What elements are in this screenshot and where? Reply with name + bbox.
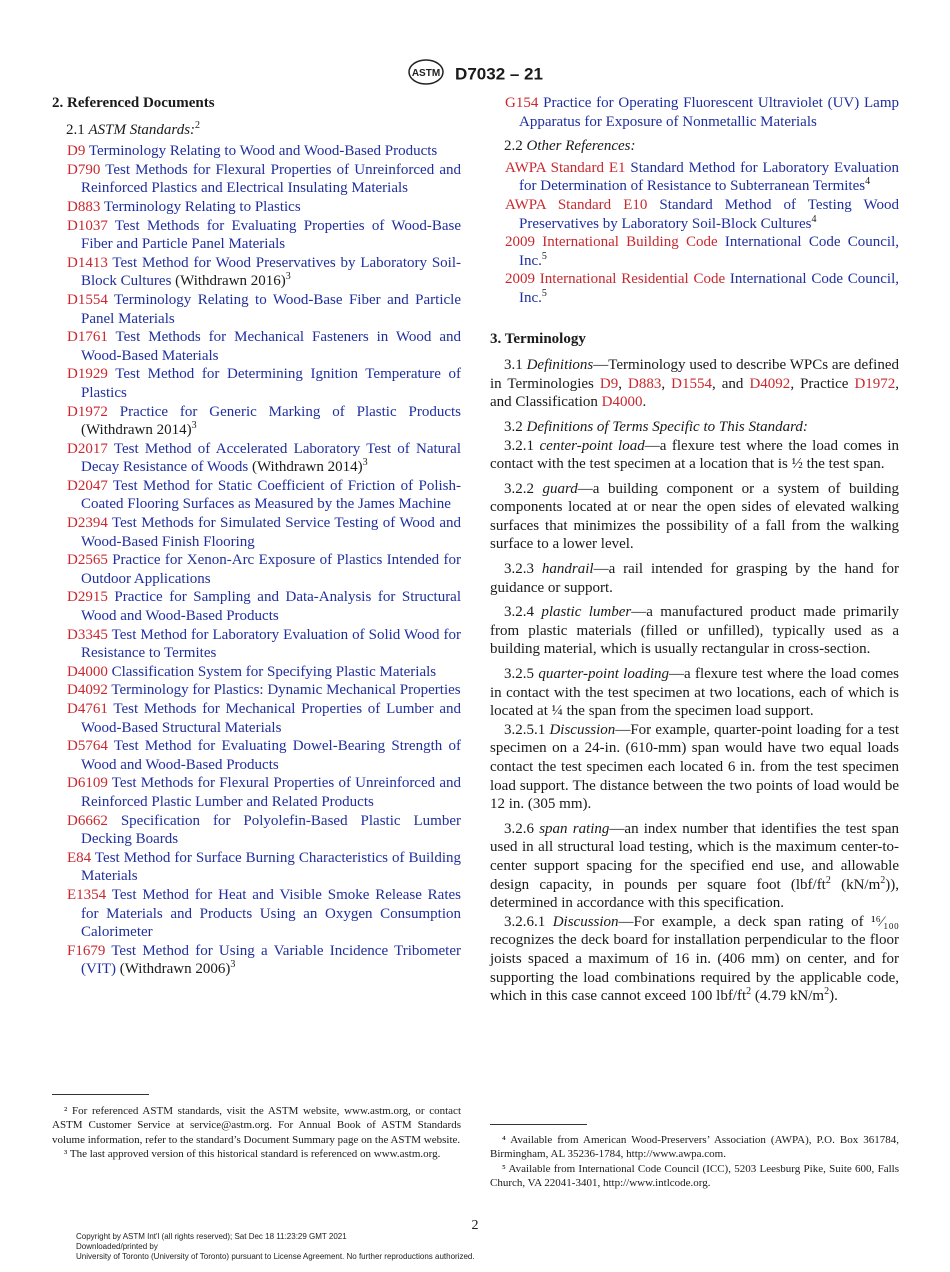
reference-title-link[interactable]: Test Method for Laboratory Evaluation of Solid Wood for Resistance to Termites bbox=[81, 626, 461, 662]
link-d4092[interactable]: D4092 bbox=[749, 375, 791, 392]
reference-title-link[interactable]: Test Method for Static Coefficient of Friction of Polish-Coated Flooring Surfaces as Measured by the James Machine bbox=[81, 477, 461, 513]
withdrawn-note: (Withdrawn 2014) bbox=[251, 459, 363, 476]
reference-code-link[interactable]: E84 bbox=[67, 849, 92, 866]
reference-title-link[interactable]: Terminology Relating to Wood-Base Fiber and Particle Panel Materials bbox=[81, 291, 461, 327]
reference-title-link[interactable]: International Code Council, Inc. bbox=[519, 271, 900, 306]
reference-title-link[interactable]: Practice for Operating Fluorescent Ultraviolet (UV) Lamp Apparatus for Exposure of Nonmetallic Materials bbox=[519, 95, 900, 130]
link-d4000[interactable]: D4000 bbox=[601, 394, 643, 411]
reference-title-link[interactable]: Practice for Xenon-Arc Exposure of Plastics Intended for Outdoor Applications bbox=[81, 552, 462, 587]
discussion-quarter-point: 3.2.5.1 Discussion—For example, quarter-point loading for a test specimen on a 24-in. (610-mm) span would have two equal loads contact the test specimen each located 6 in. from the test specimen load support. The distance between the two points of load would be 12 in. (305 mm). bbox=[490, 721, 899, 813]
reference-item bbox=[52, 700, 461, 737]
reference-code-link[interactable]: D1554 bbox=[67, 291, 108, 308]
reference-code-link[interactable]: D2565 bbox=[67, 552, 108, 569]
reference-title-link[interactable]: Terminology Relating to Wood and Wood-Based Products bbox=[88, 143, 438, 160]
definitions-paragraph: 3.1 Definitions—Terminology used to describe WPCs are defined in Terminologies D9, D883, D1554, and D4092, Practice D1972, and Classification D4000. bbox=[490, 357, 900, 411]
reference-code-link[interactable]: AWPA Standard E10 bbox=[505, 196, 648, 213]
footnote-marker: 4 bbox=[865, 176, 871, 188]
discussion-span-rating: 3.2.6.1 Discussion—For example, a deck span rating of ¹⁶⁄₁₀₀ recognizes the deck board for installation perpendicular to the floor joists spaced a maximum of 16 in. (406 mm) on center, and for supporting the load combinations required by the applicable code, which in this case cannot exceed 100 lbf/$ft^2$ (4.79 $kN/m^2$). bbox=[490, 913, 899, 1005]
link-d1972[interactable]: D1972 bbox=[854, 375, 896, 392]
reference-title-link[interactable]: Standard Method of Testing Wood Preservatives by Laboratory Soil-Block Cultures bbox=[519, 196, 899, 232]
reference-title-link[interactable]: Test Methods for Mechanical Fasteners in Wood and Wood-Based Materials bbox=[81, 329, 461, 364]
reference-code-link[interactable]: AWPA Standard E1 bbox=[505, 159, 626, 176]
reference-title-link[interactable]: Specification for Polyolefin-Based Plastic Lumber Decking Boards bbox=[81, 812, 461, 848]
footer-line-1: Copyright by ASTM Int'l (all rights reserved); Sat Dec 18 11:23:29 GMT 2021 bbox=[76, 1232, 347, 1241]
reference-item bbox=[52, 254, 461, 291]
reference-item bbox=[52, 551, 461, 588]
term-quarter-point-loading: 3.2.5 quarter-point loading—a flexure test where the load comes in contact with the test specimen at two locations, each of which is located at ¼ the span from the specimen load support. bbox=[490, 666, 900, 720]
reference-item bbox=[52, 477, 461, 514]
astm-logo-icon bbox=[407, 58, 445, 91]
reference-item bbox=[52, 142, 461, 161]
copyright-footer bbox=[76, 1232, 475, 1262]
footnote-marker: 3 bbox=[191, 420, 197, 432]
reference-code-link[interactable]: D5764 bbox=[67, 738, 108, 755]
withdrawn-note: (Withdrawn 2006) bbox=[119, 961, 231, 978]
footnote-2: ² For referenced ASTM standards, visit the ASTM website, www.astm.org, or contact ASTM Customer Service at service@astm.org. For Annual Book of ASTM Standards volume information, refer to the standard’s Document Summary page on the ASTM website. bbox=[52, 1105, 461, 1146]
reference-item bbox=[490, 94, 899, 131]
footnotes-right bbox=[490, 1133, 899, 1191]
reference-code-link[interactable]: 2009 International Residential Code bbox=[505, 271, 726, 288]
withdrawn-note: (Withdrawn 2016) bbox=[175, 273, 286, 290]
reference-title-link[interactable]: Classification System for Specifying Plastic Materials bbox=[111, 663, 437, 680]
reference-title-link[interactable]: Test Methods for Simulated Service Testing of Wood and Wood-Based Finish Flooring bbox=[81, 515, 461, 550]
astm-standards-label: 2.1 ASTM Standards:$^2$ bbox=[66, 119, 201, 138]
reference-code-link[interactable]: D2394 bbox=[67, 515, 108, 532]
reference-title-link[interactable]: Test Method for Wood Preservatives by Laboratory Soil-Block Cultures bbox=[81, 254, 461, 290]
footnote-marker: 3 bbox=[362, 457, 368, 469]
reference-title-link[interactable]: Test Methods for Flexural Properties of Unreinforced and Reinforced Plastics and Electrical Insulating Materials bbox=[81, 161, 462, 197]
reference-title-link[interactable]: Test Method for Evaluating Dowel-Bearing Strength of Wood and Wood-Based Products bbox=[81, 738, 461, 773]
other-references-label: 2.2 Other References: bbox=[504, 138, 636, 155]
reference-title-link[interactable]: Test Methods for Flexural Properties of Unreinforced and Reinforced Plastic Lumber and Related Products bbox=[81, 775, 462, 810]
reference-item bbox=[490, 270, 899, 307]
page-number: 2 bbox=[471, 1218, 479, 1233]
term-guard: 3.2.2 guard—a building component or a system of building components located at or near the open sides of elevated walking surfaces that minimizes the possibility of a fall from the walking surface to a lower level. bbox=[490, 480, 899, 553]
reference-code-link[interactable]: G154 bbox=[505, 95, 539, 111]
reference-code-link[interactable]: D9 bbox=[67, 143, 86, 160]
link-d1554[interactable]: D1554 bbox=[671, 375, 712, 392]
reference-item bbox=[52, 328, 461, 365]
reference-item bbox=[52, 626, 461, 663]
reference-code-link[interactable]: D6109 bbox=[67, 775, 108, 792]
reference-title-link[interactable]: Test Method of Accelerated Laboratory Test of Natural Decay Resistance of Woods bbox=[81, 440, 461, 476]
reference-title-link[interactable]: Test Method for Determining Ignition Temperature of Plastics bbox=[81, 366, 461, 401]
reference-item bbox=[52, 514, 461, 551]
reference-item bbox=[52, 942, 461, 979]
reference-item bbox=[52, 812, 461, 849]
footer-line-3: University of Toronto (University of Toronto) pursuant to License Agreement. No further reproductions authorized. bbox=[76, 1252, 475, 1261]
reference-code-link[interactable]: D1929 bbox=[67, 366, 108, 383]
reference-item bbox=[52, 440, 461, 477]
withdrawn-note: (Withdrawn 2014) bbox=[81, 422, 192, 439]
reference-code-link[interactable]: D4761 bbox=[67, 701, 108, 717]
reference-code-link[interactable]: D2915 bbox=[67, 589, 108, 606]
footer-line-2: Downloaded/printed by bbox=[76, 1242, 158, 1251]
reference-item bbox=[490, 196, 899, 233]
footnote-marker: 3 bbox=[285, 271, 291, 283]
reference-item bbox=[52, 886, 461, 942]
reference-code-link[interactable]: E1354 bbox=[67, 886, 107, 903]
reference-code-link[interactable]: D1972 bbox=[67, 403, 108, 420]
reference-item bbox=[52, 217, 461, 254]
reference-list-continued bbox=[490, 94, 899, 131]
term-plastic-lumber: 3.2.4 plastic lumber—a manufactured product made primarily from plastic materials (filled or unfilled), typically used as a building material, which is usually rectangular in cross-section. bbox=[490, 604, 899, 658]
reference-code-link[interactable]: D4092 bbox=[67, 682, 108, 699]
term-handrail: 3.2.3 handrail—a rail intended for grasping by the hand for guidance or support. bbox=[490, 561, 900, 596]
reference-code-link[interactable]: D1037 bbox=[67, 217, 108, 234]
footnotes-left bbox=[52, 1104, 461, 1162]
reference-item bbox=[52, 198, 461, 217]
footnote-5: ⁵ Available from International Code Council (ICC), 5203 Leesburg Pike, Suite 600, Falls Church, VA 22041-3401, http://www.intlcode.org. bbox=[490, 1162, 899, 1190]
reference-title-link[interactable]: Test Methods for Mechanical Properties of Lumber and Wood-Based Structural Materials bbox=[81, 701, 461, 736]
reference-item bbox=[52, 681, 461, 700]
reference-code-link[interactable]: D1413 bbox=[67, 254, 108, 271]
footnote-divider-right bbox=[490, 1124, 587, 1125]
reference-title-link[interactable]: Test Method for Heat and Visible Smoke Release Rates for Materials and Products Using an Oxygen Consumption Calorimeter bbox=[81, 886, 461, 941]
link-d9[interactable]: D9 bbox=[599, 375, 619, 392]
reference-code-link[interactable]: D6662 bbox=[67, 812, 108, 829]
reference-title-link[interactable]: International Code Council, Inc. bbox=[519, 234, 899, 269]
reference-item bbox=[52, 403, 461, 440]
footnote-marker: 5 bbox=[541, 287, 547, 299]
reference-item bbox=[52, 365, 461, 402]
reference-title-link[interactable]: Test Methods for Evaluating Properties of Wood-Base Fiber and Particle Panel Materials bbox=[81, 217, 462, 253]
reference-item bbox=[52, 774, 461, 811]
section-2-title: 2. Referenced Documents bbox=[52, 95, 215, 111]
term-span-rating: 3.2.6 span rating—an index number that identifies the test span used in all structural load testing, which is the maximum center-to-center support spacing for the specified end use, and allowable design capacity, in pounds per square foot ($lbf/ft^2$ $(kN/m^2)$), determined in accordance with this specification. bbox=[490, 820, 900, 912]
reference-item bbox=[52, 161, 461, 198]
left-column bbox=[52, 94, 461, 979]
footnote-marker: 5 bbox=[541, 250, 547, 262]
reference-code-link[interactable]: D4000 bbox=[67, 663, 108, 680]
page-header bbox=[0, 58, 950, 91]
reference-code-link[interactable]: D3345 bbox=[67, 626, 108, 643]
reference-title-link[interactable]: Practice for Generic Marking of Plastic Products bbox=[119, 403, 461, 420]
reference-item bbox=[52, 737, 461, 774]
reference-code-link[interactable]: D2047 bbox=[67, 477, 108, 494]
reference-title-link[interactable]: Terminology for Plastics: Dynamic Mechanical Properties bbox=[111, 682, 461, 699]
reference-title-link[interactable]: Standard Method for Laboratory Evaluation for Determination of Resistance to Subterranean Termites bbox=[519, 159, 900, 195]
reference-code-link[interactable]: F1679 bbox=[67, 942, 106, 959]
reference-code-link[interactable]: D2017 bbox=[67, 440, 108, 457]
link-d883[interactable]: D883 bbox=[628, 375, 662, 392]
reference-item bbox=[52, 588, 461, 625]
designation: D7032 – 21 bbox=[455, 64, 543, 84]
reference-title-link[interactable]: Terminology Relating to Plastics bbox=[103, 198, 301, 215]
footnote-marker: 4 bbox=[811, 213, 817, 225]
other-reference-list bbox=[490, 159, 899, 308]
reference-code-link[interactable]: D883 bbox=[67, 198, 101, 215]
term-center-point-load: 3.2.1 center-point load—a flexure test where the load comes in contact with the test specimen at a location that is ½ the test span. bbox=[490, 437, 899, 473]
reference-item bbox=[52, 849, 461, 886]
reference-item bbox=[490, 233, 899, 270]
reference-code-link[interactable]: 2009 International Building Code bbox=[505, 234, 718, 251]
reference-item bbox=[52, 663, 461, 682]
footnote-4: ⁴ Available from American Wood-Preservers’ Association (AWPA), P.O. Box 361784, Birmingham, AL 35236-1784, http://www.awpa.com. bbox=[490, 1134, 899, 1161]
footnote-3: ³ The last approved version of this historical standard is referenced on www.astm.org. bbox=[64, 1148, 441, 1161]
svg-text:ASTM: ASTM bbox=[411, 68, 441, 79]
right-column bbox=[490, 94, 899, 1006]
reference-title-link[interactable]: Practice for Sampling and Data-Analysis for Structural Wood and Wood-Based Products bbox=[81, 589, 462, 625]
reference-item bbox=[490, 159, 899, 196]
reference-title-link[interactable]: Test Method for Surface Burning Characteristics of Building Materials bbox=[81, 849, 461, 885]
terms-heading: 3.2 Definitions of Terms Specific to This Standard: bbox=[504, 418, 808, 435]
footnote-divider-left bbox=[52, 1094, 149, 1095]
footnote-marker: 3 bbox=[230, 959, 236, 971]
section-3-title: 3. Terminology bbox=[490, 330, 586, 347]
reference-title-link[interactable]: Test Method for Using a Variable Incidence Tribometer (VIT) bbox=[81, 942, 462, 978]
reference-code-link[interactable]: D790 bbox=[67, 161, 101, 178]
reference-code-link[interactable]: D1761 bbox=[67, 329, 108, 346]
reference-item bbox=[52, 291, 461, 328]
reference-list bbox=[52, 142, 461, 979]
